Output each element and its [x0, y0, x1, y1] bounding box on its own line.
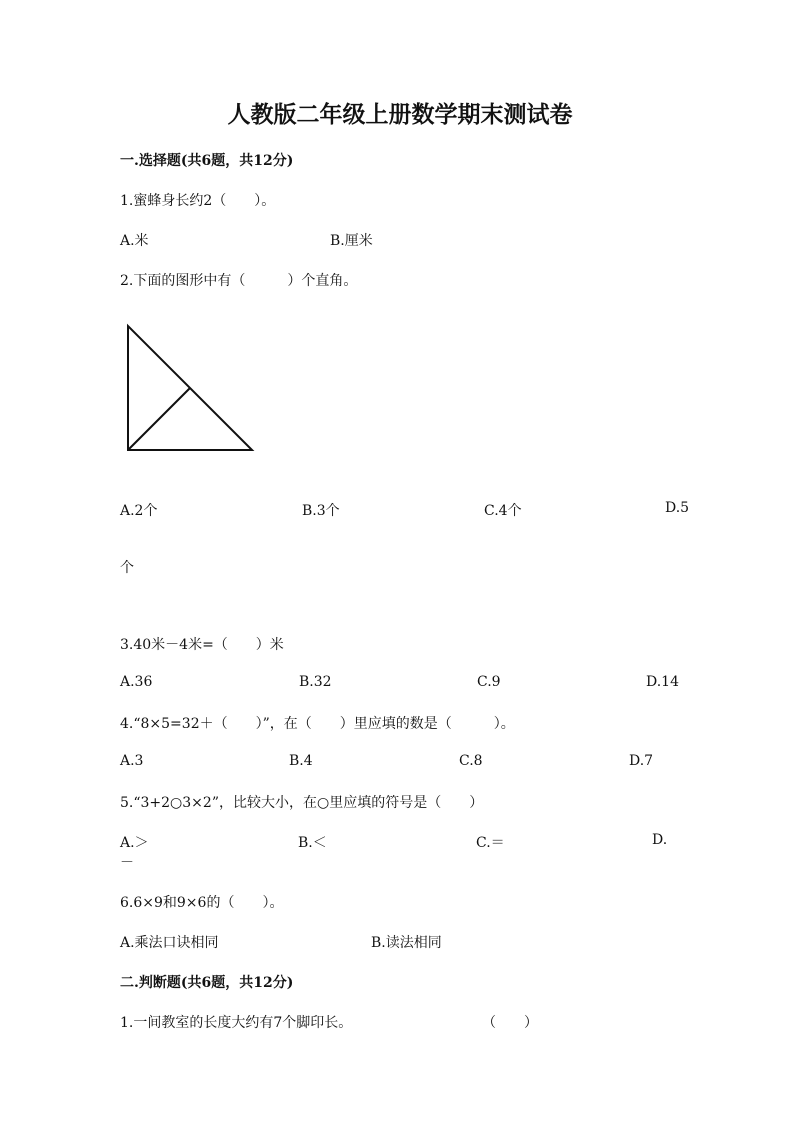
q5-stem: 5.“3+2○3×2”，比较大小，在○里应填的符号是（ ） — [120, 795, 484, 811]
section1-heading: 一.选择题(共6题，共12分) — [120, 153, 294, 169]
q6-stem: 6.6×9和9×6的（ ）。 — [120, 895, 284, 911]
q3-option-c: C.9 — [477, 674, 501, 690]
judge-q1-answer-blank: （ ） — [482, 1015, 538, 1031]
q3-option-d: D.14 — [646, 674, 679, 690]
q1-option-b: B.厘米 — [330, 233, 373, 249]
q2-option-a: A.2个 — [120, 503, 158, 519]
judge-q1-stem: 1.一间教室的长度大约有7个脚印长。 — [120, 1015, 353, 1031]
q2-option-d: D.5 — [665, 500, 690, 516]
q5-option-d: D. — [652, 832, 668, 848]
triangle-inner-segment — [128, 388, 190, 450]
q4-option-b: B.4 — [289, 753, 313, 769]
q3-option-b: B.32 — [299, 674, 332, 690]
q5-option-b: B.＜ — [298, 835, 327, 851]
q2-option-d-wrap: 个 — [120, 560, 134, 576]
q5-option-d-wrap: － — [120, 855, 134, 871]
q1-stem: 1.蜜蜂身长约2（ ）。 — [120, 193, 276, 209]
q3-option-a: A.36 — [120, 674, 153, 690]
q3-stem: 3.40米－4米=（ ）米 — [120, 637, 284, 653]
q2-stem: 2.下面的图形中有（ ）个直角。 — [120, 273, 358, 289]
q4-option-c: C.8 — [459, 753, 483, 769]
q1-option-a: A.米 — [120, 233, 149, 249]
q6-option-b: B.读法相同 — [371, 935, 442, 951]
q4-option-d: D.7 — [629, 753, 654, 769]
q5-option-a: A.＞ — [120, 835, 149, 851]
q6-option-a: A.乘法口诀相同 — [120, 935, 219, 951]
q2-option-b: B.3个 — [302, 503, 340, 519]
q4-stem: 4.“8×5=32＋（ ）”，在（ ）里应填的数是（ ）。 — [120, 716, 515, 732]
q2-option-c: C.4个 — [484, 503, 522, 519]
q5-option-c: C.＝ — [476, 835, 505, 851]
page-title: 人教版二年级上册数学期末测试卷 — [227, 101, 573, 128]
section2-heading: 二.判断题(共6题，共12分) — [120, 975, 294, 991]
triangle-figure — [120, 318, 260, 458]
q4-option-a: A.3 — [120, 753, 144, 769]
